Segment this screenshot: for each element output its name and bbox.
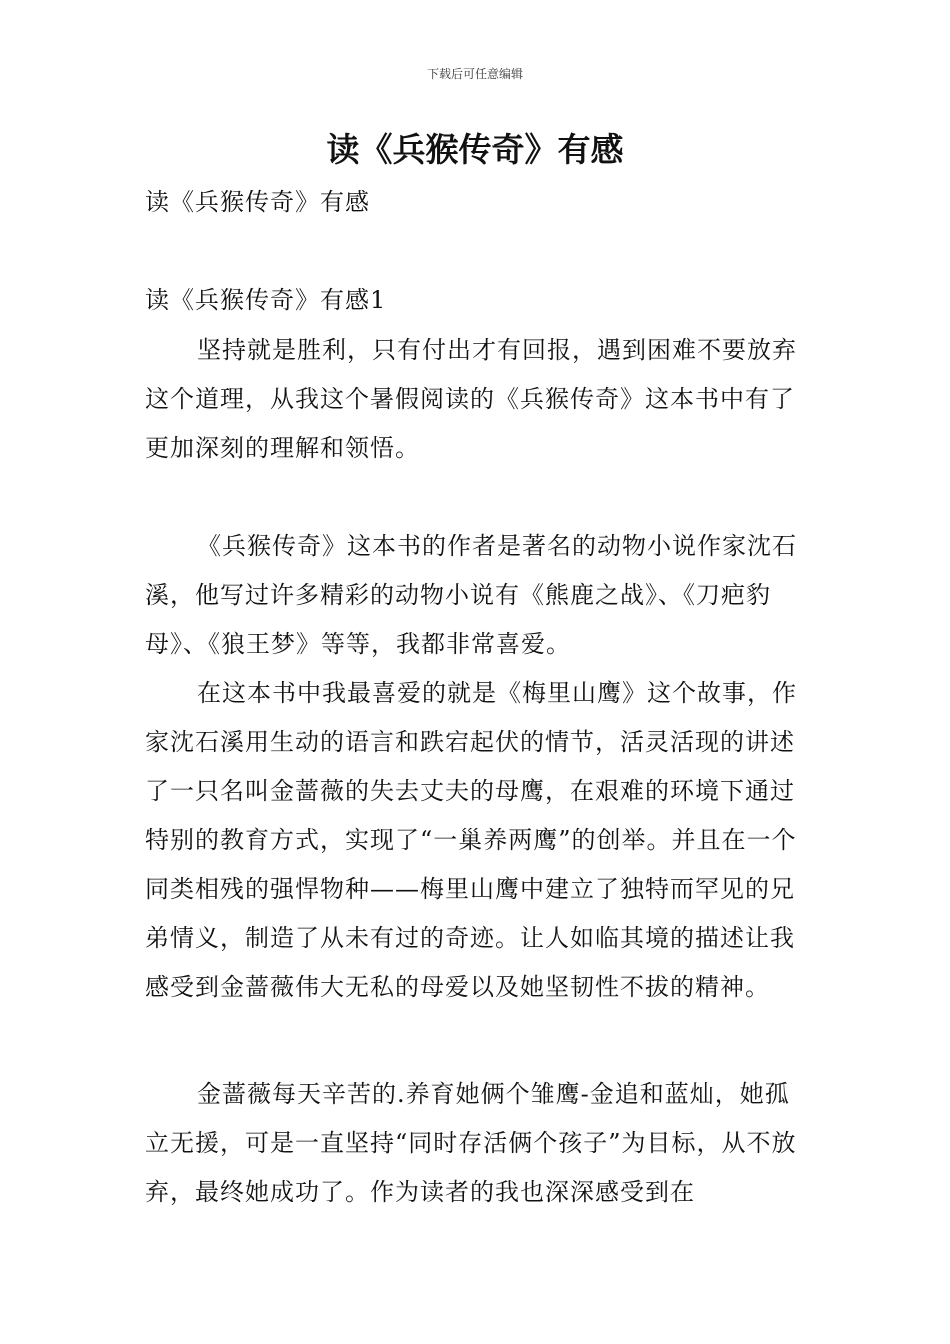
paragraph [145,669,813,1012]
header-note: 下载后可任意编辑 [426,67,523,81]
document-title: 读《兵猴传奇》有感 [326,130,624,169]
paragraph [145,1070,813,1217]
paragraph-text: 金蔷薇每天辛苦的.养育她俩个雏鹰-金追和蓝灿，她孤立无援，可是一直坚持“同时存活俩个孩子”为目标，从不放弃，最终她成功了。作为读者的我也深深感受到在 [145,1080,797,1206]
paragraph [145,326,813,473]
paragraph-text: 在这本书中我最喜爱的就是《梅里山鹰》这个故事，作家沈石溪用生动的语言和跌宕起伏的情节，活灵活现的讲述了一只名叫金蔷薇的失去丈夫的母鹰，在艰难的环境下通过特别的教育方式，实现了“一巢养两鹰”的创举。并且在一个同类相残的强悍物种——梅里山鹰中建立了独特而罕见的兄弟情义，制造了从未有过的奇迹。让人如临其境的描述让我感受到金蔷薇伟大无私的母爱以及她坚韧性不拔的精神。 [145,679,797,1001]
paragraph [145,522,813,669]
document-subtitle: 读《兵猴传奇》有感 [145,188,370,216]
section-heading: 读《兵猴传奇》有感1 [145,286,387,314]
paragraph-text: 坚持就是胜利，只有付出才有回报，遇到困难不要放弃这个道理，从我这个暑假阅读的《兵猴传奇》这本书中有了更加深刻的理解和领悟。 [145,336,797,462]
paragraph-text: 《兵猴传奇》这本书的作者是著名的动物小说作家沈石溪，他写过许多精彩的动物小说有《熊鹿之战》、《刀疤豹母》、《狼王梦》等等，我都非常喜爱。 [145,532,797,658]
